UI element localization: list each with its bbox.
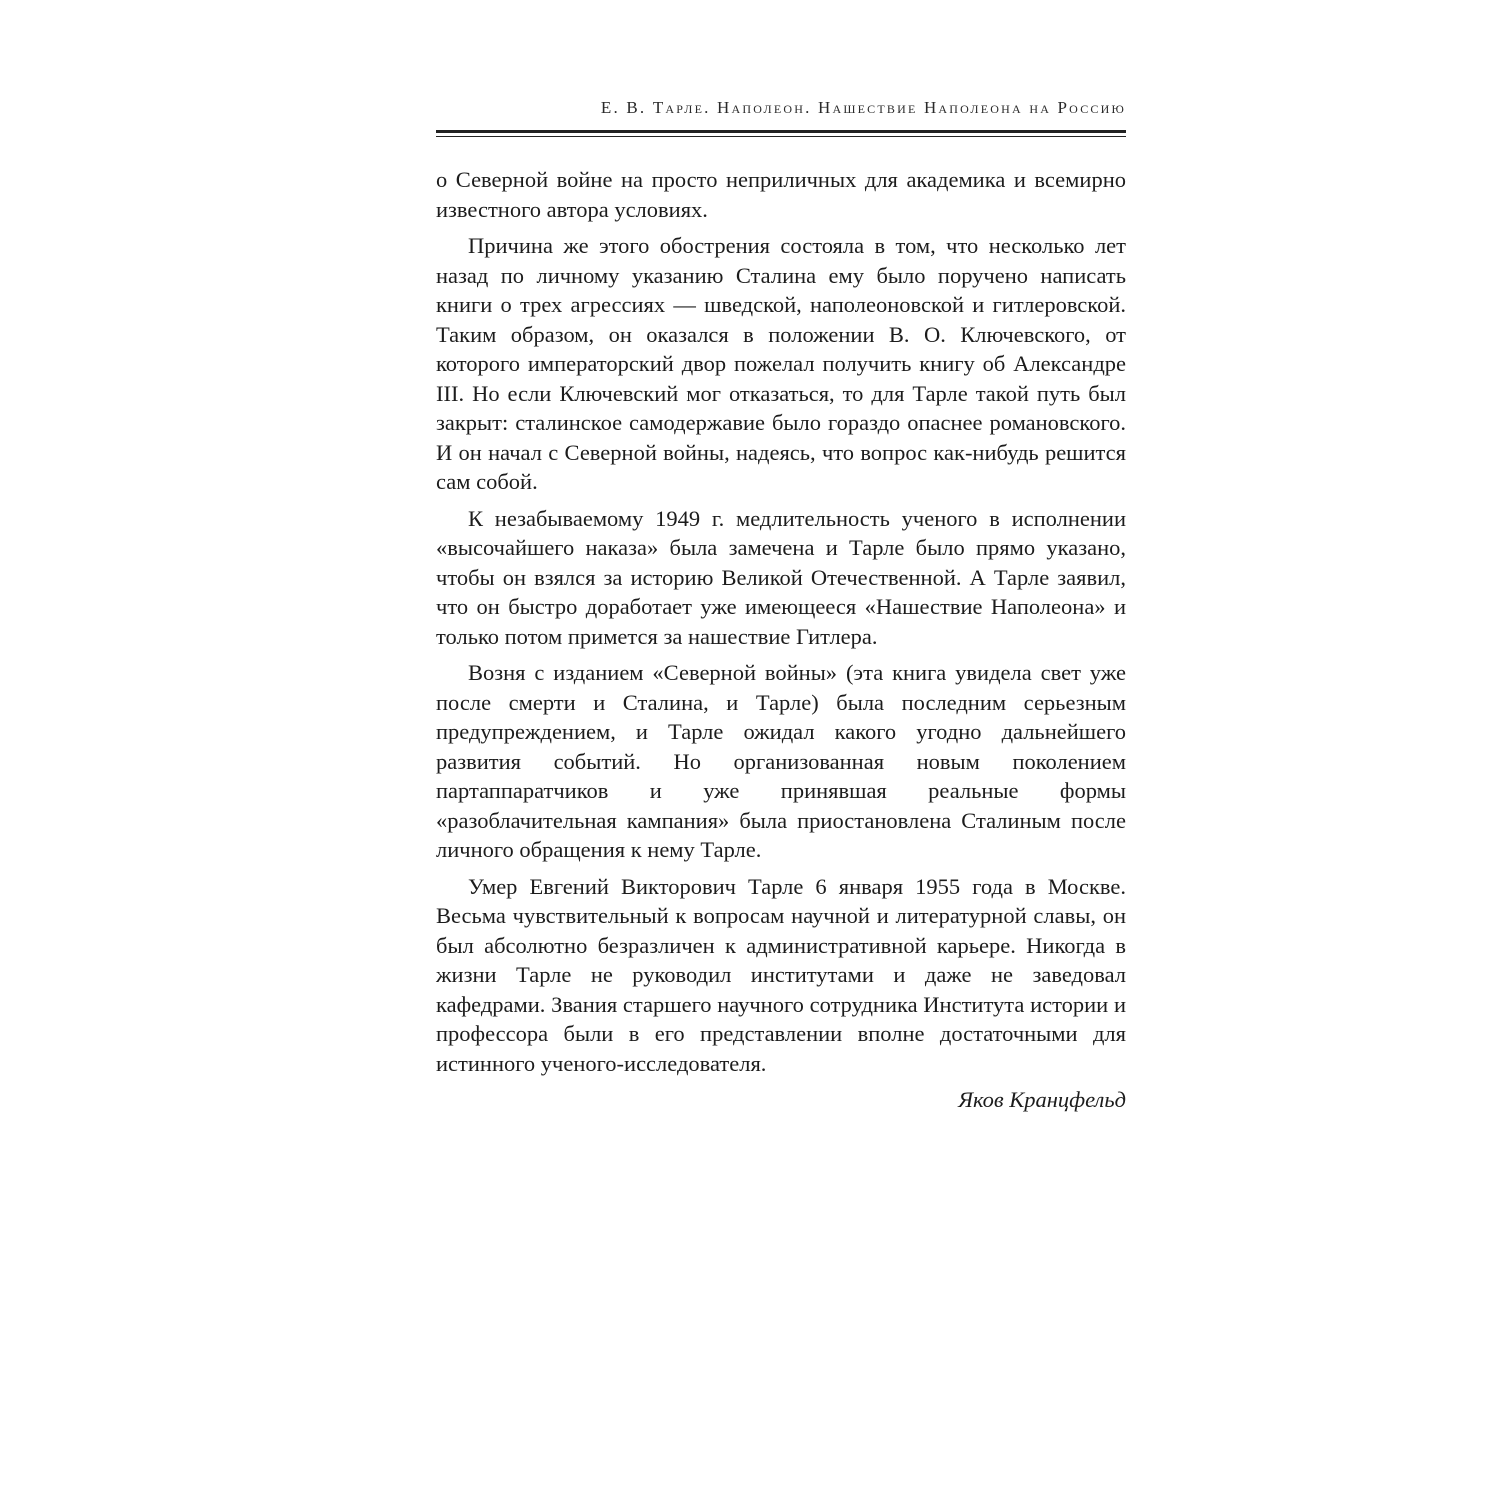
text-body xyxy=(436,165,1126,1115)
paragraph: Причина же этого обострения состояла в том, что несколько лет назад по личному указанию Сталина ему было поручено написать книги о трех агрессиях — шведской, наполеоновской и гитлеровской. Таким образом, он оказался в положении В. О. Ключевского, от которого императорский двор пожелал получить книгу об Александре III. Но если Ключевский мог отказаться, то для Тарле такой путь был закрыт: сталинское самодержавие было гораздо опаснее романовского. И он начал с Северной войны, надеясь, что вопрос как-нибудь решится сам собой. xyxy=(436,233,1126,494)
paragraph: Умер Евгений Викторович Тарле 6 января 1955 года в Москве. Весьма чувствительный к вопросам научной и литературной славы, он был абсолютно безразличен к административной карьере. Никогда в жизни Тарле не руководил институтами и даже не заведовал кафедрами. Звания старшего научного сотрудника Института истории и профессора были в его представлении вполне достаточными для истинного ученого-исследователя. xyxy=(436,873,1126,1076)
author-signature: Яков Кранцфельд xyxy=(958,1087,1126,1112)
running-head: Е. В. Тарле. Наполеон. Нашествие Наполеона на Россию xyxy=(600,98,1126,117)
paragraph: Возня с изданием «Северной войны» (эта книга увидела свет уже после смерти и Сталина, и Тарле) была последним серьезным предупреждением, и Тарле ожидал какого угодно дальнейшего развития событий. Но организованная новым поколением партаппаратчиков и уже принявшая реальные формы «разоблачительная кампания» была приостановлена Сталиным после личного обращения к нему Тарле. xyxy=(436,660,1126,862)
paragraph: К незабываемому 1949 г. медлительность ученого в исполнении «высочайшего наказа» была замечена и Тарле было прямо указано, чтобы он взялся за историю Великой Отечественной. А Тарле заявил, что он быстро доработает уже имеющееся «Нашествие Наполеона» и только потом примется за нашествие Гитлера. xyxy=(436,505,1126,649)
header-rule xyxy=(436,130,1126,137)
paragraph: о Северной войне на просто неприличных для академика и всемирно известного автора условиях. xyxy=(436,167,1126,222)
